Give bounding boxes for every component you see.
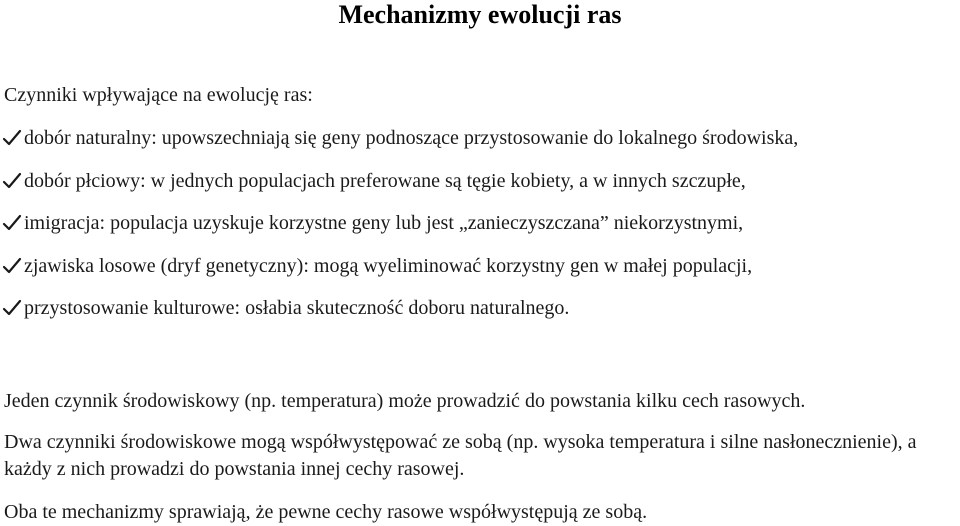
check-mark-icon bbox=[0, 169, 24, 193]
factor-text: dobór płciowy: w jednych populacjach preferowane są tęgie kobiety, a w innych szczupłe, bbox=[24, 169, 746, 192]
check-mark-icon bbox=[0, 254, 24, 278]
factor-text: przystosowanie kulturowe: osłabia skuteczność doboru naturalnego. bbox=[24, 297, 570, 319]
list-item bbox=[0, 252, 798, 280]
page-title: Mechanizmy ewolucji ras bbox=[338, 0, 622, 29]
list-item bbox=[0, 167, 798, 195]
check-mark-icon bbox=[0, 296, 24, 320]
factor-text: dobór naturalny: upowszechniają się geny podnoszące przystosowanie do lokalnego środowiska, bbox=[24, 127, 799, 149]
factor-text: imigracja: populacja uzyskuje korzystne geny lub jest „zanieczyszczana” niekorzystnymi, bbox=[24, 212, 744, 234]
paragraph-two-factors: Dwa czynniki środowiskowe mogą współwystępować ze sobą (np. wysoka temperatura i silne nasłonecznienie), a każdy z nich prowadzi do powstania innej cechy rasowej. bbox=[4, 431, 917, 480]
list-item bbox=[0, 209, 798, 237]
check-mark-icon bbox=[0, 126, 24, 150]
list-item bbox=[0, 124, 798, 152]
check-mark-icon bbox=[0, 211, 24, 235]
factor-text: zjawiska losowe (dryf genetyczny): mogą wyeliminować korzystny gen w małej populacji, bbox=[24, 254, 753, 277]
paragraph-conclusion: Oba te mechanizmy sprawiają, że pewne cechy rasowe współwystępują ze sobą. bbox=[4, 501, 648, 523]
intro-text: Czynniki wpływające na ewolucję ras: bbox=[4, 84, 313, 106]
list-item bbox=[0, 294, 798, 322]
factor-list bbox=[0, 124, 798, 337]
paragraph-single-factor: Jeden czynnik środowiskowy (np. temperatura) może prowadzić do powstania kilku cech rasowych. bbox=[4, 390, 806, 412]
